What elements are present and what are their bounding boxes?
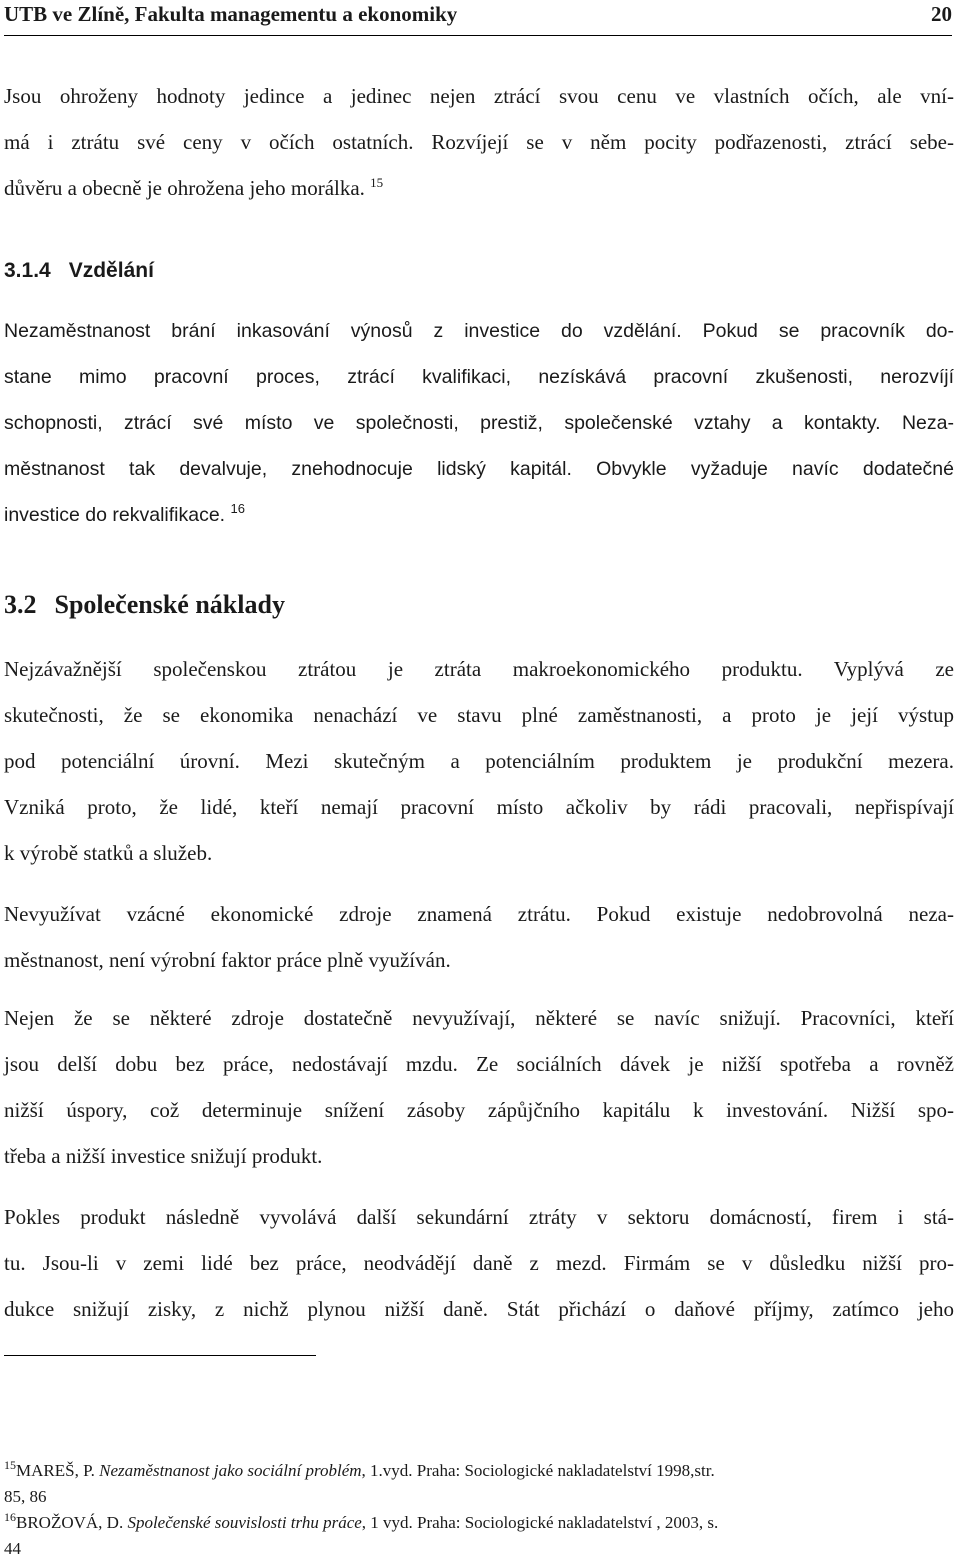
text-line: důvěru a obecně je ohrožena jeho morálka. $^{15}$ — [4, 175, 384, 200]
header-rule — [4, 35, 952, 36]
paragraph-6 — [4, 1205, 954, 1343]
heading-number: 3.1.4 — [4, 259, 51, 282]
text-line: tu. Jsou-li v zemi lidé bez práce, neodvádějí daně z mezd. Firmám se v důsledku nižší pro- — [4, 1251, 954, 1275]
page-header — [4, 0, 952, 40]
footnote-title: Nezaměstnanost jako sociální problém — [99, 1461, 362, 1480]
footnote-title: Společenské souvislosti trhu práce — [127, 1513, 362, 1532]
text-line: k výrobě statků a služeb. — [4, 841, 213, 865]
text-line: městnanost tak devalvuje, znehodnocuje lidský kapitál. Obvykle vyžaduje navíc dodatečné — [4, 458, 954, 480]
text-line: Pokles produkt následně vyvolává další sekundární ztráty v sektoru domácností, firem i stá- — [4, 1205, 954, 1229]
paragraph-2 — [4, 319, 954, 549]
text-line: schopnosti, ztrácí své místo ve společnosti, prestiž, společenské vztahy a kontakty. Neza- — [4, 412, 954, 434]
section-heading-3-2 — [4, 590, 285, 620]
text-line: nižší úspory, což determinuje snížení zásoby zápůjčního kapitálu k investování. Nižší spo- — [4, 1098, 954, 1122]
footnote-ref-15[interactable]: 15 — [370, 175, 384, 190]
text-line: investice do rekvalifikace. $^{16}$ — [4, 501, 245, 526]
footnote-continuation: 44 — [4, 1539, 21, 1558]
footnote-rest: , 1.vyd. Praha: Sociologické nakladatelství 1998,str. — [361, 1461, 715, 1480]
text-line: Nevyužívat vzácné ekonomické zdroje znamená ztrátu. Pokud existuje nedobrovolná neza- — [4, 902, 954, 926]
text-line: třeba a nižší investice snižují produkt. — [4, 1144, 323, 1168]
footnote-15 — [4, 1458, 954, 1510]
footnote-number: 15 — [4, 1458, 16, 1472]
paragraph-3 — [4, 657, 954, 887]
footnote-line — [4, 1458, 954, 1484]
heading-number: 3.2 — [4, 590, 37, 619]
footnote-line — [4, 1510, 954, 1536]
footnote-author: MAREŠ, P. — [16, 1461, 100, 1480]
page-number: 20 — [931, 2, 952, 26]
footnote-number: 16 — [4, 1510, 16, 1524]
footnote-separator — [4, 1355, 316, 1356]
footnote-author: BROŽOVÁ, D. — [16, 1513, 128, 1532]
text-line: jsou delší dobu bez práce, nedostávají mzdu. Ze sociálních dávek je nižší spotřeba a rovněž — [4, 1052, 954, 1076]
text-line: pod potenciální úrovní. Mezi skutečným a potenciálním produktem je produkční mezera. — [4, 749, 954, 773]
header-title: UTB ve Zlíně, Fakulta managementu a ekonomiky — [4, 2, 458, 26]
text-line: stane mimo pracovní proces, ztrácí kvalifikaci, nezískává pracovní zkušenosti, nerozvíjí — [4, 366, 954, 388]
footnote-ref-16[interactable]: 16 — [230, 501, 245, 516]
heading-title: Vzdělání — [68, 259, 154, 282]
footnote-continuation: 85, 86 — [4, 1487, 47, 1506]
text-line: městnanost, není výrobní faktor práce plně využíván. — [4, 948, 451, 972]
paragraph-5 — [4, 1006, 954, 1190]
paragraph-4 — [4, 902, 954, 994]
text-line: Vzniká proto, že lidé, kteří nemají pracovní místo ačkoliv by rádi pracovali, nepřispívají — [4, 795, 954, 819]
heading-title: Společenské náklady — [54, 590, 285, 619]
footnote-rest: , 1 vyd. Praha: Sociologické nakladatelství , 2003, s. — [361, 1513, 719, 1532]
text-line: Nezaměstnanost brání inkasování výnosů z investice do vzdělání. Pokud se pracovník do- — [4, 320, 954, 342]
footnote-16 — [4, 1510, 954, 1562]
section-heading-3-1-4 — [4, 259, 154, 283]
text-line: dukce snižují zisky, z nichž plynou nižší daně. Stát přichází o daňové příjmy, zatímco jeho — [4, 1297, 954, 1321]
paragraph-1 — [4, 84, 954, 222]
text-line: Jsou ohroženy hodnoty jedince a jedinec nejen ztrácí svou cenu ve vlastních očích, ale vní- — [4, 84, 954, 108]
text-line: skutečnosti, že se ekonomika nenachází ve stavu plné zaměstnanosti, a proto je její výstup — [4, 703, 954, 727]
text-line: má i ztrátu své ceny v očích ostatních. Rozvíjejí se v něm pocity podřazenosti, ztrácí sebe- — [4, 130, 954, 154]
text-line: Nejzávažnější společenskou ztrátou je ztráta makroekonomického produktu. Vyplývá ze — [4, 657, 954, 681]
text-line: Nejen že se některé zdroje dostatečně nevyužívají, některé se navíc snižují. Pracovníci, kteří — [4, 1006, 954, 1030]
